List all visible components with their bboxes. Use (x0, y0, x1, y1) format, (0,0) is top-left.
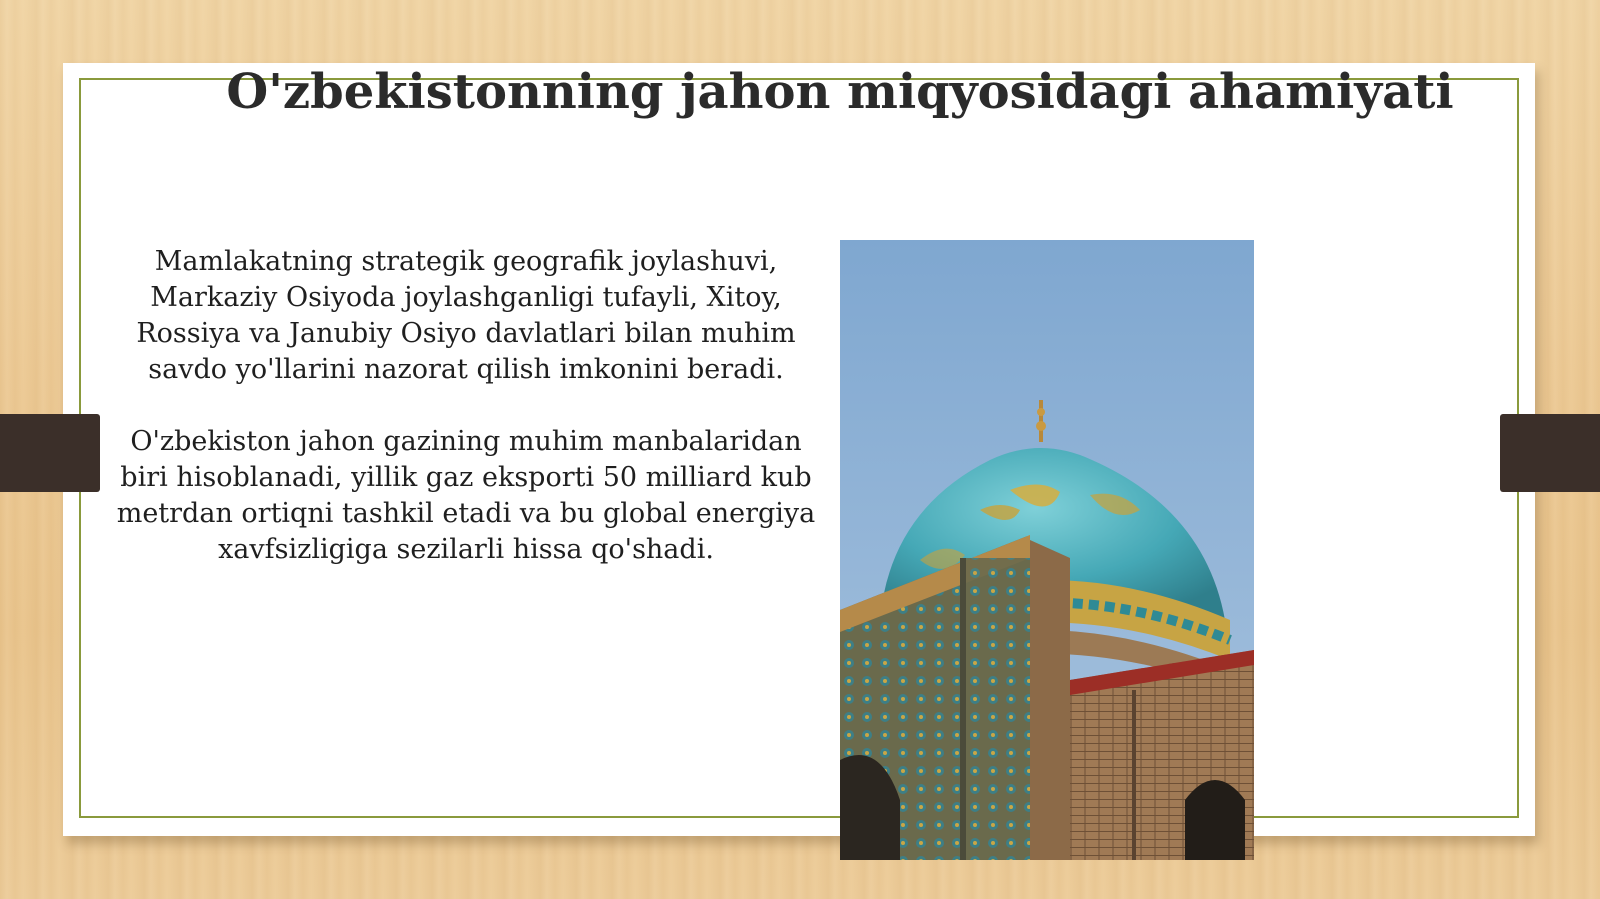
mosque-dome-illustration (840, 240, 1254, 860)
slide-title: O'zbekistonning jahon miqyosidagi ahamiyati (226, 64, 1454, 120)
right-decorative-tab (1500, 414, 1600, 492)
mosque-dome-photo (840, 240, 1254, 860)
slide-body (108, 244, 824, 568)
paragraph-gas-export: O'zbekiston jahon gazining muhim manbalaridan biri hisoblanadi, yillik gaz eksporti 50 milliard kub metrdan ortiqni tashkil etadi va bu global energiya xavfsizligiga sezilarli hissa qo'shadi. (116, 426, 816, 565)
left-decorative-tab (0, 414, 100, 492)
paragraph-geography: Mamlakatning strategik geografik joylashuvi, Markaziy Osiyoda joylashganligi tufayli, Xitoy, Rossiya va Janubiy Osiyo davlatlari bilan muhim savdo yo'llarini nazorat qilish imkonini beradi. (136, 246, 796, 385)
